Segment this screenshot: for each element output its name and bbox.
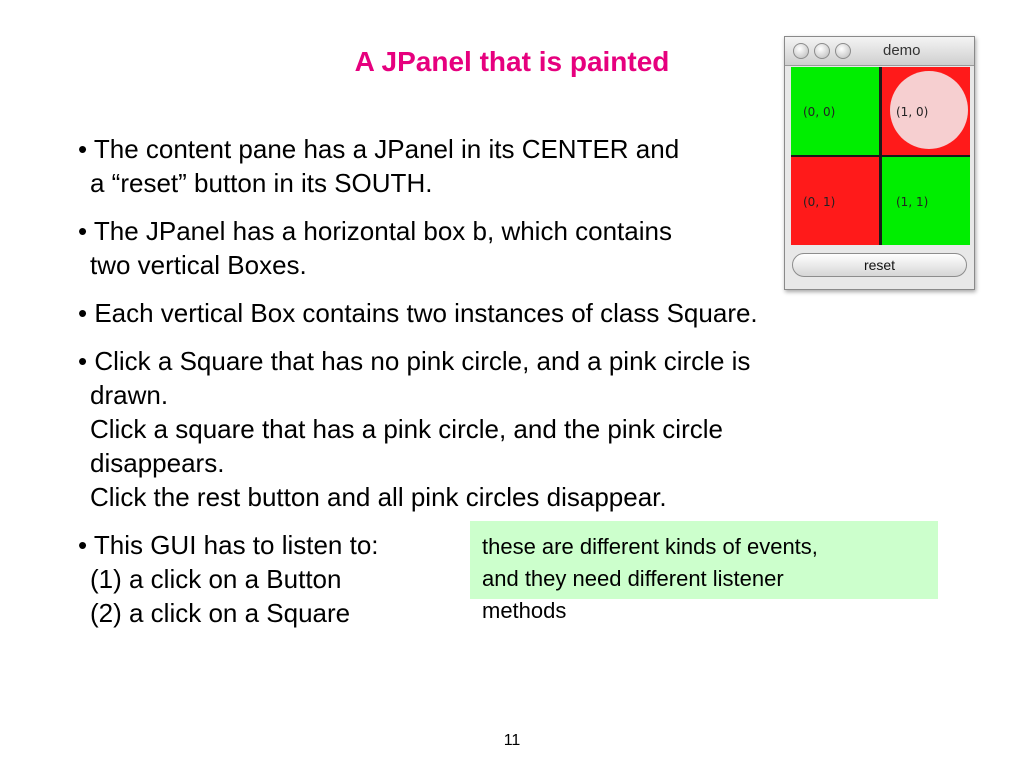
bullet-3 xyxy=(78,296,758,330)
reset-button[interactable]: reset xyxy=(792,253,967,277)
slide-title: A JPanel that is painted xyxy=(354,46,670,77)
square-label: (1, 0) xyxy=(896,105,929,119)
bullet-2 xyxy=(78,214,672,282)
window-titlebar[interactable] xyxy=(785,37,974,66)
bullet-5-line-1: • This GUI has to listen to: xyxy=(78,530,379,560)
bullet-4-line-4: disappears. xyxy=(90,448,225,478)
square-label: (0, 0) xyxy=(803,105,836,119)
bullet-4 xyxy=(78,344,750,514)
bullet-2-line-2: two vertical Boxes. xyxy=(90,250,307,280)
close-icon[interactable] xyxy=(793,43,809,59)
bullet-5 xyxy=(78,528,379,630)
square-label: (0, 1) xyxy=(803,195,836,209)
bullet-1-line-1: • The content pane has a JPanel in its CENTER and xyxy=(78,134,680,164)
bullet-1 xyxy=(78,132,679,200)
note-box xyxy=(470,521,938,623)
bullet-5-line-2: (1) a click on a Button xyxy=(90,564,342,594)
demo-window xyxy=(784,36,975,290)
bullet-4-line-1: • Click a Square that has no pink circle, and a pink circle is xyxy=(78,346,751,376)
page-number: 11 xyxy=(503,732,521,749)
bullet-3-line-1: • Each vertical Box contains two instances of class Square. xyxy=(78,298,758,328)
bullet-4-line-3: Click a square that has a pink circle, and the pink circle xyxy=(90,414,723,444)
bullet-2-line-1: • The JPanel has a horizontal box b, which contains xyxy=(78,216,672,246)
bullet-5-line-3: (2) a click on a Square xyxy=(90,598,351,628)
window-title: demo xyxy=(883,42,921,59)
squares-panel xyxy=(791,67,970,245)
minimize-icon[interactable] xyxy=(814,43,830,59)
note-line-3: methods xyxy=(482,598,567,623)
square-0-0[interactable] xyxy=(791,67,879,155)
bullet-4-line-5: Click the rest button and all pink circles disappear. xyxy=(90,482,667,512)
zoom-icon[interactable] xyxy=(835,43,851,59)
note-line-1: these are different kinds of events, xyxy=(482,534,818,559)
bullet-1-line-2: a “reset” button in its SOUTH. xyxy=(90,168,433,198)
square-0-1[interactable] xyxy=(791,157,879,245)
square-1-0[interactable] xyxy=(882,67,970,155)
note-line-2: and they need different listener xyxy=(482,566,784,591)
bullet-4-line-2: drawn. xyxy=(90,380,169,410)
square-1-1[interactable] xyxy=(882,157,970,245)
square-label: (1, 1) xyxy=(896,195,929,209)
